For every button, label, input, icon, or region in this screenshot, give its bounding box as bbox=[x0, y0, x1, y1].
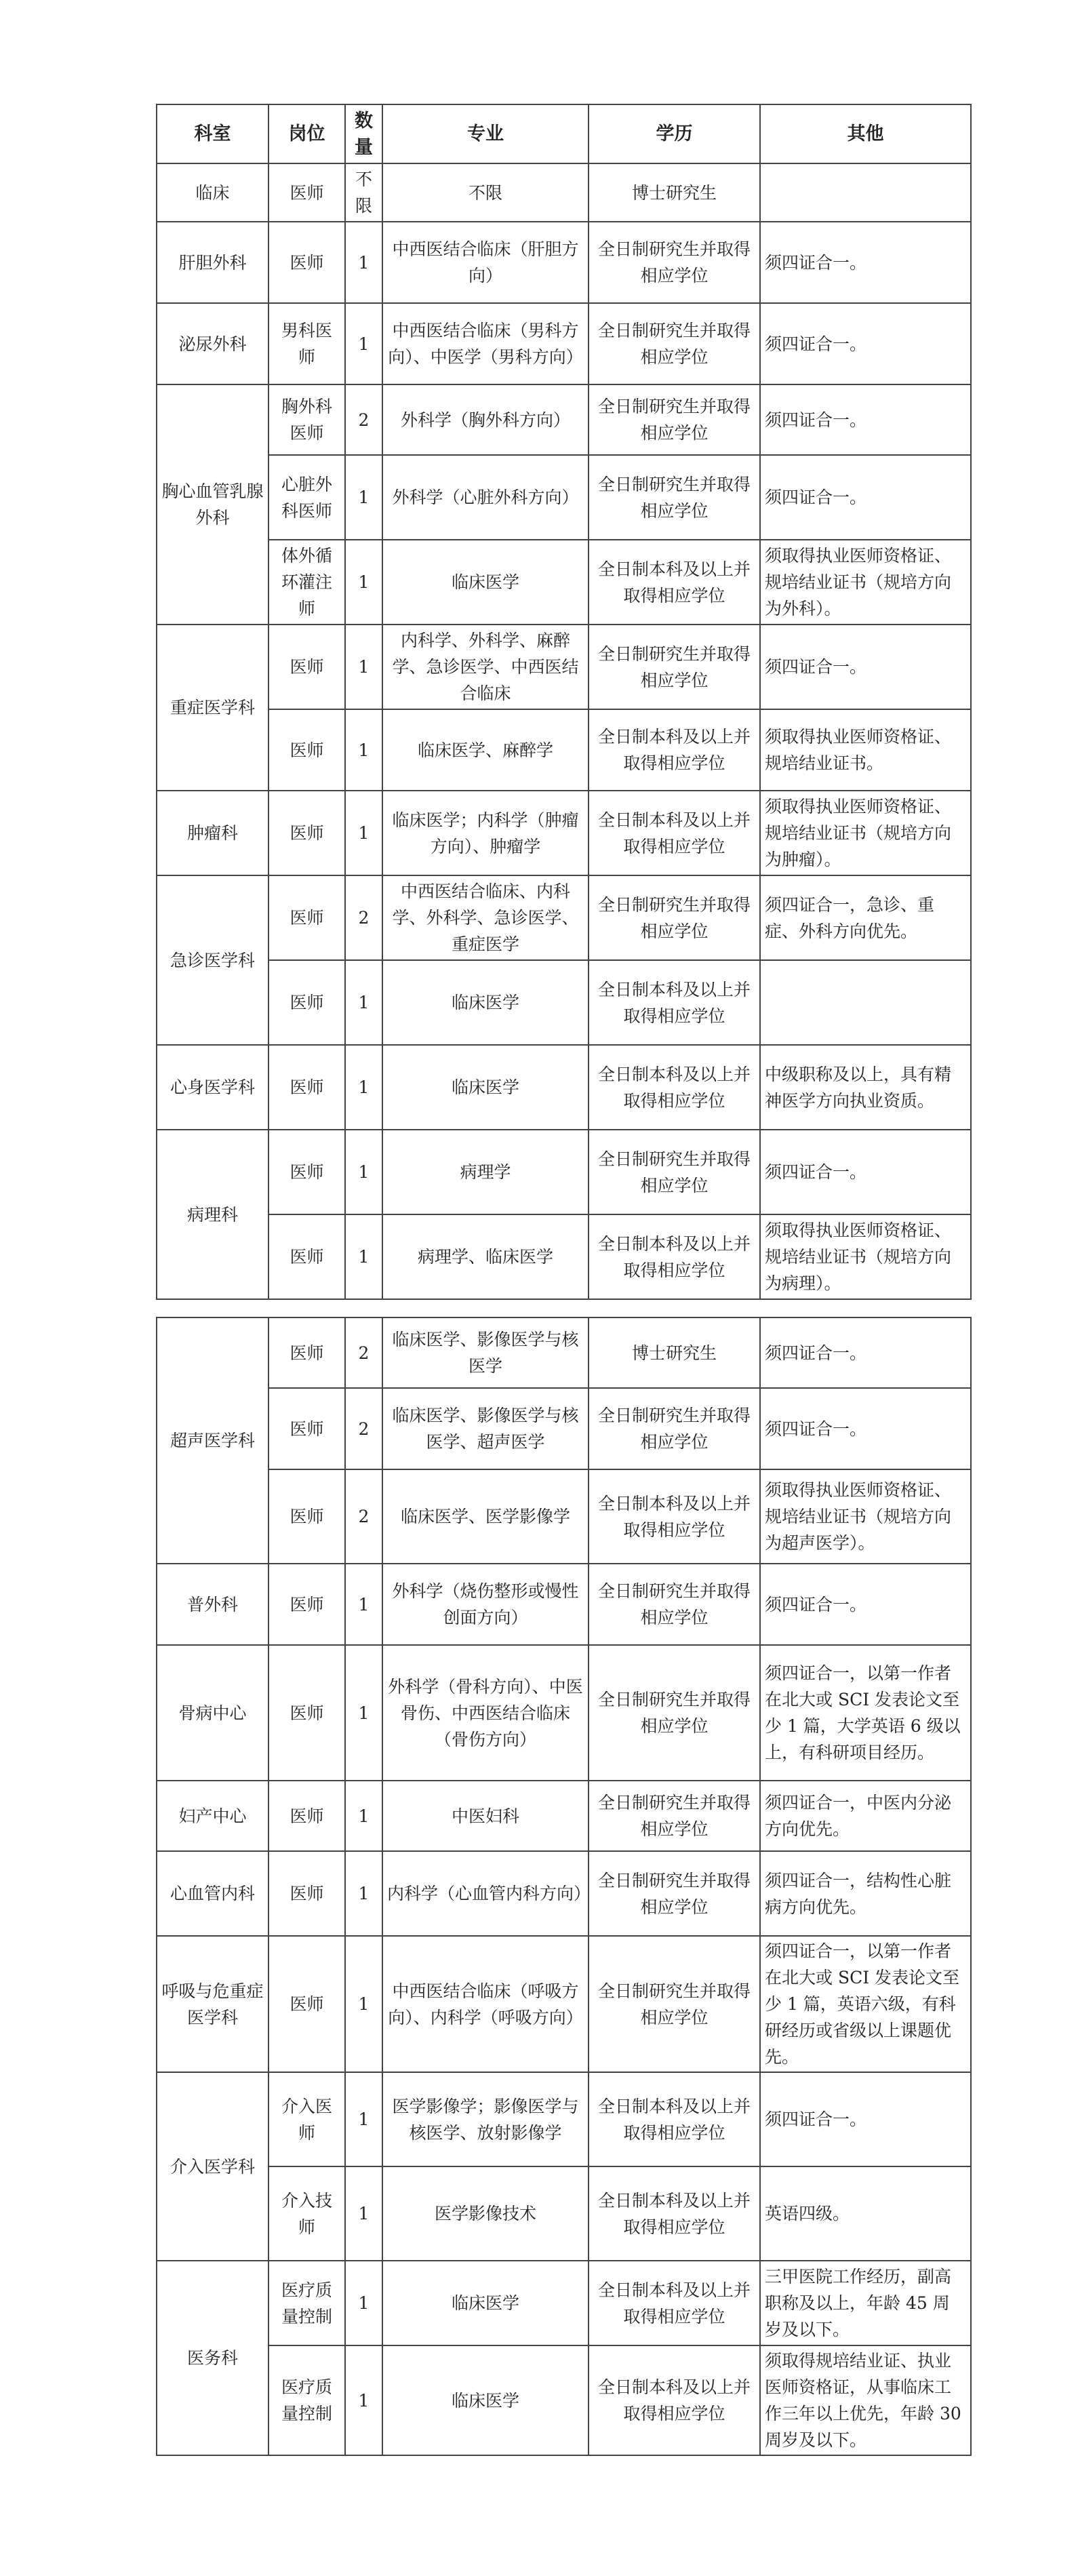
table-cell: 医师 bbox=[268, 1388, 345, 1469]
header-major: 专业 bbox=[382, 104, 589, 163]
table-cell: 急诊医学科 bbox=[157, 875, 268, 1045]
table-cell: 临床医学 bbox=[382, 1045, 589, 1130]
table-cell: 体外循环灌注师 bbox=[268, 540, 345, 625]
table-cell: 须四证合一。 bbox=[760, 1130, 971, 1214]
table-cell: 中级职称及以上，具有精神医学方向执业资质。 bbox=[760, 1045, 971, 1130]
table-cell: 医疗质量控制 bbox=[268, 2261, 345, 2345]
table-cell: 医师 bbox=[268, 1469, 345, 1564]
table-row bbox=[157, 709, 971, 791]
table-row bbox=[157, 1851, 971, 1936]
table-row bbox=[157, 2072, 971, 2166]
recruitment-table-1 bbox=[156, 104, 972, 1300]
table-cell: 医师 bbox=[268, 709, 345, 791]
table-cell: 骨病中心 bbox=[157, 1645, 268, 1781]
table-cell: 1 bbox=[345, 1045, 382, 1130]
table-row bbox=[157, 791, 971, 875]
table-cell: 1 bbox=[345, 455, 382, 540]
table-row bbox=[157, 163, 971, 222]
table-cell: 全日制研究生并取得相应学位 bbox=[589, 455, 760, 540]
table-row bbox=[157, 1045, 971, 1130]
table-cell: 医学影像技术 bbox=[382, 2166, 589, 2261]
table-row bbox=[157, 1936, 971, 2072]
table-cell: 1 bbox=[345, 540, 382, 625]
table-row bbox=[157, 1781, 971, 1851]
table-cell: 介入医师 bbox=[268, 2072, 345, 2166]
table-cell: 须四证合一。 bbox=[760, 455, 971, 540]
recruitment-table-2 bbox=[156, 1317, 972, 2456]
table-row bbox=[157, 960, 971, 1045]
table-cell: 全日制本科及以上并取得相应学位 bbox=[589, 1045, 760, 1130]
table-cell: 须四证合一，急诊、重症、外科方向优先。 bbox=[760, 875, 971, 960]
table-row bbox=[157, 875, 971, 960]
table-cell: 胸外科医师 bbox=[268, 384, 345, 455]
table-cell: 全日制本科及以上并取得相应学位 bbox=[589, 2072, 760, 2166]
table-cell: 2 bbox=[345, 1317, 382, 1388]
table-cell: 2 bbox=[345, 875, 382, 960]
table-cell: 全日制本科及以上并取得相应学位 bbox=[589, 709, 760, 791]
table-cell: 医师 bbox=[268, 791, 345, 875]
table-row bbox=[157, 1214, 971, 1299]
table-cell: 临床医学；内科学（肿瘤方向）、肿瘤学 bbox=[382, 791, 589, 875]
table-row bbox=[157, 1469, 971, 1564]
table-cell: 泌尿外科 bbox=[157, 303, 268, 384]
table-row bbox=[157, 1130, 971, 1214]
table-cell: 中医妇科 bbox=[382, 1781, 589, 1851]
header-position: 岗位 bbox=[268, 104, 345, 163]
table-cell: 临床 bbox=[157, 163, 268, 222]
table-cell: 1 bbox=[345, 2261, 382, 2345]
table-cell: 妇产中心 bbox=[157, 1781, 268, 1851]
table-cell: 医师 bbox=[268, 960, 345, 1045]
table-cell: 全日制本科及以上并取得相应学位 bbox=[589, 1214, 760, 1299]
header-education: 学历 bbox=[589, 104, 760, 163]
table-cell: 1 bbox=[345, 303, 382, 384]
table-cell: 医师 bbox=[268, 1936, 345, 2072]
table-cell: 须四证合一，中医内分泌方向优先。 bbox=[760, 1781, 971, 1851]
table-cell: 临床医学、医学影像学 bbox=[382, 1469, 589, 1564]
table-cell: 全日制研究生并取得相应学位 bbox=[589, 625, 760, 709]
table-cell: 1 bbox=[345, 1936, 382, 2072]
table-cell: 医师 bbox=[268, 1045, 345, 1130]
table-cell: 须取得执业医师资格证、规培结业证书（规培方向为病理）。 bbox=[760, 1214, 971, 1299]
table-row bbox=[157, 2261, 971, 2345]
table-cell: 中西医结合临床（肝胆方向） bbox=[382, 222, 589, 303]
table-cell: 临床医学、麻醉学 bbox=[382, 709, 589, 791]
table-cell: 病理学 bbox=[382, 1130, 589, 1214]
table-cell: 全日制研究生并取得相应学位 bbox=[589, 1936, 760, 2072]
table-row bbox=[157, 455, 971, 540]
table-cell: 医学影像学；影像医学与核医学、放射影像学 bbox=[382, 2072, 589, 2166]
table-cell: 介入医学科 bbox=[157, 2072, 268, 2261]
table-row bbox=[157, 2345, 971, 2455]
table-cell: 1 bbox=[345, 960, 382, 1045]
table-cell: 全日制本科及以上并取得相应学位 bbox=[589, 2261, 760, 2345]
table-cell: 医师 bbox=[268, 1645, 345, 1781]
table-cell: 内科学、外科学、麻醉学、急诊医学、中西医结合临床 bbox=[382, 625, 589, 709]
table-cell: 中西医结合临床（呼吸方向）、内科学（呼吸方向） bbox=[382, 1936, 589, 2072]
table-cell: 中西医结合临床、内科学、外科学、急诊医学、重症医学 bbox=[382, 875, 589, 960]
table-cell: 1 bbox=[345, 2072, 382, 2166]
table-cell: 介入技师 bbox=[268, 2166, 345, 2261]
table-cell: 全日制研究生并取得相应学位 bbox=[589, 384, 760, 455]
table-cell: 临床医学、影像医学与核医学 bbox=[382, 1317, 589, 1388]
table-cell bbox=[760, 163, 971, 222]
table-cell: 不限 bbox=[345, 163, 382, 222]
table-cell: 三甲医院工作经历，副高职称及以上，年龄 45 周岁及以下。 bbox=[760, 2261, 971, 2345]
table-cell: 须取得执业医师资格证、规培结业证书（规培方向为外科）。 bbox=[760, 540, 971, 625]
table-cell: 全日制本科及以上并取得相应学位 bbox=[589, 960, 760, 1045]
table-cell: 1 bbox=[345, 791, 382, 875]
table-cell: 须四证合一。 bbox=[760, 1388, 971, 1469]
table-cell: 全日制研究生并取得相应学位 bbox=[589, 1851, 760, 1936]
table-cell: 2 bbox=[345, 1469, 382, 1564]
table-cell: 2 bbox=[345, 1388, 382, 1469]
table-cell: 须四证合一。 bbox=[760, 384, 971, 455]
table-cell: 全日制研究生并取得相应学位 bbox=[589, 1645, 760, 1781]
table-cell: 肿瘤科 bbox=[157, 791, 268, 875]
table-cell: 全日制研究生并取得相应学位 bbox=[589, 1564, 760, 1645]
table-cell: 全日制研究生并取得相应学位 bbox=[589, 1388, 760, 1469]
table-row bbox=[157, 2166, 971, 2261]
table-cell: 全日制本科及以上并取得相应学位 bbox=[589, 791, 760, 875]
table-row bbox=[157, 625, 971, 709]
table-cell: 全日制研究生并取得相应学位 bbox=[589, 875, 760, 960]
table-cell: 外科学（心脏外科方向） bbox=[382, 455, 589, 540]
table-row bbox=[157, 1388, 971, 1469]
table-cell: 须四证合一，以第一作者在北大或 SCI 发表论文至少 1 篇，大学英语 6 级以上，有科研项目经历。 bbox=[760, 1645, 971, 1781]
table-cell: 全日制研究生并取得相应学位 bbox=[589, 222, 760, 303]
table-cell: 呼吸与危重症医学科 bbox=[157, 1936, 268, 2072]
table-cell: 医疗质量控制 bbox=[268, 2345, 345, 2455]
table-cell: 博士研究生 bbox=[589, 1317, 760, 1388]
table-cell: 须四证合一。 bbox=[760, 1317, 971, 1388]
table-cell: 外科学（胸外科方向） bbox=[382, 384, 589, 455]
table-cell: 临床医学 bbox=[382, 540, 589, 625]
table-cell: 医师 bbox=[268, 163, 345, 222]
table-cell: 1 bbox=[345, 1851, 382, 1936]
table-cell: 全日制研究生并取得相应学位 bbox=[589, 1130, 760, 1214]
table-cell: 全日制本科及以上并取得相应学位 bbox=[589, 2345, 760, 2455]
table-row bbox=[157, 1645, 971, 1781]
table-cell: 1 bbox=[345, 625, 382, 709]
table-cell: 肝胆外科 bbox=[157, 222, 268, 303]
table-cell: 1 bbox=[345, 709, 382, 791]
table-cell: 中西医结合临床（男科方向）、中医学（男科方向） bbox=[382, 303, 589, 384]
table-cell: 1 bbox=[345, 1214, 382, 1299]
table-cell: 全日制本科及以上并取得相应学位 bbox=[589, 2166, 760, 2261]
table-row bbox=[157, 1317, 971, 1388]
table-cell: 心脏外科医师 bbox=[268, 455, 345, 540]
table-cell: 重症医学科 bbox=[157, 625, 268, 791]
table-cell: 心身医学科 bbox=[157, 1045, 268, 1130]
table-row bbox=[157, 222, 971, 303]
table-cell: 全日制研究生并取得相应学位 bbox=[589, 303, 760, 384]
table-cell: 不限 bbox=[382, 163, 589, 222]
table-cell: 医务科 bbox=[157, 2261, 268, 2455]
table-2-body bbox=[157, 1317, 971, 2455]
header-other: 其他 bbox=[760, 104, 971, 163]
table-cell: 医师 bbox=[268, 1214, 345, 1299]
table-cell: 医师 bbox=[268, 1851, 345, 1936]
table-cell: 须四证合一，以第一作者在北大或 SCI 发表论文至少 1 篇，英语六级，有科研经历或省级以上课题优先。 bbox=[760, 1936, 971, 2072]
table-cell: 内科学（心血管内科方向） bbox=[382, 1851, 589, 1936]
table-cell: 医师 bbox=[268, 875, 345, 960]
table-cell: 2 bbox=[345, 384, 382, 455]
table-cell: 博士研究生 bbox=[589, 163, 760, 222]
table-cell: 1 bbox=[345, 1130, 382, 1214]
header-quantity: 数量 bbox=[345, 104, 382, 163]
table-cell bbox=[760, 960, 971, 1045]
table-cell: 须四证合一，结构性心脏病方向优先。 bbox=[760, 1851, 971, 1936]
table-cell: 超声医学科 bbox=[157, 1317, 268, 1564]
table-row bbox=[157, 540, 971, 625]
table-row bbox=[157, 303, 971, 384]
table-cell: 英语四级。 bbox=[760, 2166, 971, 2261]
table-cell: 病理科 bbox=[157, 1130, 268, 1299]
table-cell: 1 bbox=[345, 1781, 382, 1851]
table-cell: 须四证合一。 bbox=[760, 1564, 971, 1645]
table-cell: 全日制本科及以上并取得相应学位 bbox=[589, 1469, 760, 1564]
table-cell: 医师 bbox=[268, 1781, 345, 1851]
table-1-body bbox=[157, 163, 971, 1299]
table-cell: 医师 bbox=[268, 222, 345, 303]
table-cell: 须取得执业医师资格证、规培结业证书（规培方向为超声医学）。 bbox=[760, 1469, 971, 1564]
table-cell: 临床医学 bbox=[382, 960, 589, 1045]
table-cell: 1 bbox=[345, 1564, 382, 1645]
table-cell: 须四证合一。 bbox=[760, 625, 971, 709]
table-row bbox=[157, 1564, 971, 1645]
table-cell: 须取得执业医师资格证、规培结业证书（规培方向为肿瘤）。 bbox=[760, 791, 971, 875]
table-cell: 全日制研究生并取得相应学位 bbox=[589, 1781, 760, 1851]
table-cell: 须取得规培结业证、执业医师资格证，从事临床工作三年以上优先，年龄 30 周岁及以下。 bbox=[760, 2345, 971, 2455]
table-cell: 临床医学 bbox=[382, 2345, 589, 2455]
table-cell: 全日制本科及以上并取得相应学位 bbox=[589, 540, 760, 625]
table-cell: 须取得执业医师资格证、规培结业证书。 bbox=[760, 709, 971, 791]
table-cell: 病理学、临床医学 bbox=[382, 1214, 589, 1299]
table-cell: 须四证合一。 bbox=[760, 222, 971, 303]
table-cell: 临床医学、影像医学与核医学、超声医学 bbox=[382, 1388, 589, 1469]
table-cell: 须四证合一。 bbox=[760, 303, 971, 384]
table-cell: 1 bbox=[345, 1645, 382, 1781]
table-cell: 男科医师 bbox=[268, 303, 345, 384]
table-cell: 临床医学 bbox=[382, 2261, 589, 2345]
table-header-row bbox=[157, 104, 971, 163]
table-cell: 外科学（烧伤整形或慢性创面方向） bbox=[382, 1564, 589, 1645]
table-cell: 胸心血管乳腺外科 bbox=[157, 384, 268, 625]
table-cell: 1 bbox=[345, 222, 382, 303]
table-cell: 普外科 bbox=[157, 1564, 268, 1645]
table-cell: 医师 bbox=[268, 625, 345, 709]
table-cell: 外科学（骨科方向）、中医骨伤、中西医结合临床（骨伤方向） bbox=[382, 1645, 589, 1781]
table-cell: 1 bbox=[345, 2345, 382, 2455]
table-cell: 医师 bbox=[268, 1317, 345, 1388]
table-cell: 医师 bbox=[268, 1130, 345, 1214]
header-department: 科室 bbox=[157, 104, 268, 163]
table-cell: 1 bbox=[345, 2166, 382, 2261]
table-cell: 医师 bbox=[268, 1564, 345, 1645]
table-cell: 须四证合一。 bbox=[760, 2072, 971, 2166]
table-row bbox=[157, 384, 971, 455]
table-cell: 心血管内科 bbox=[157, 1851, 268, 1936]
